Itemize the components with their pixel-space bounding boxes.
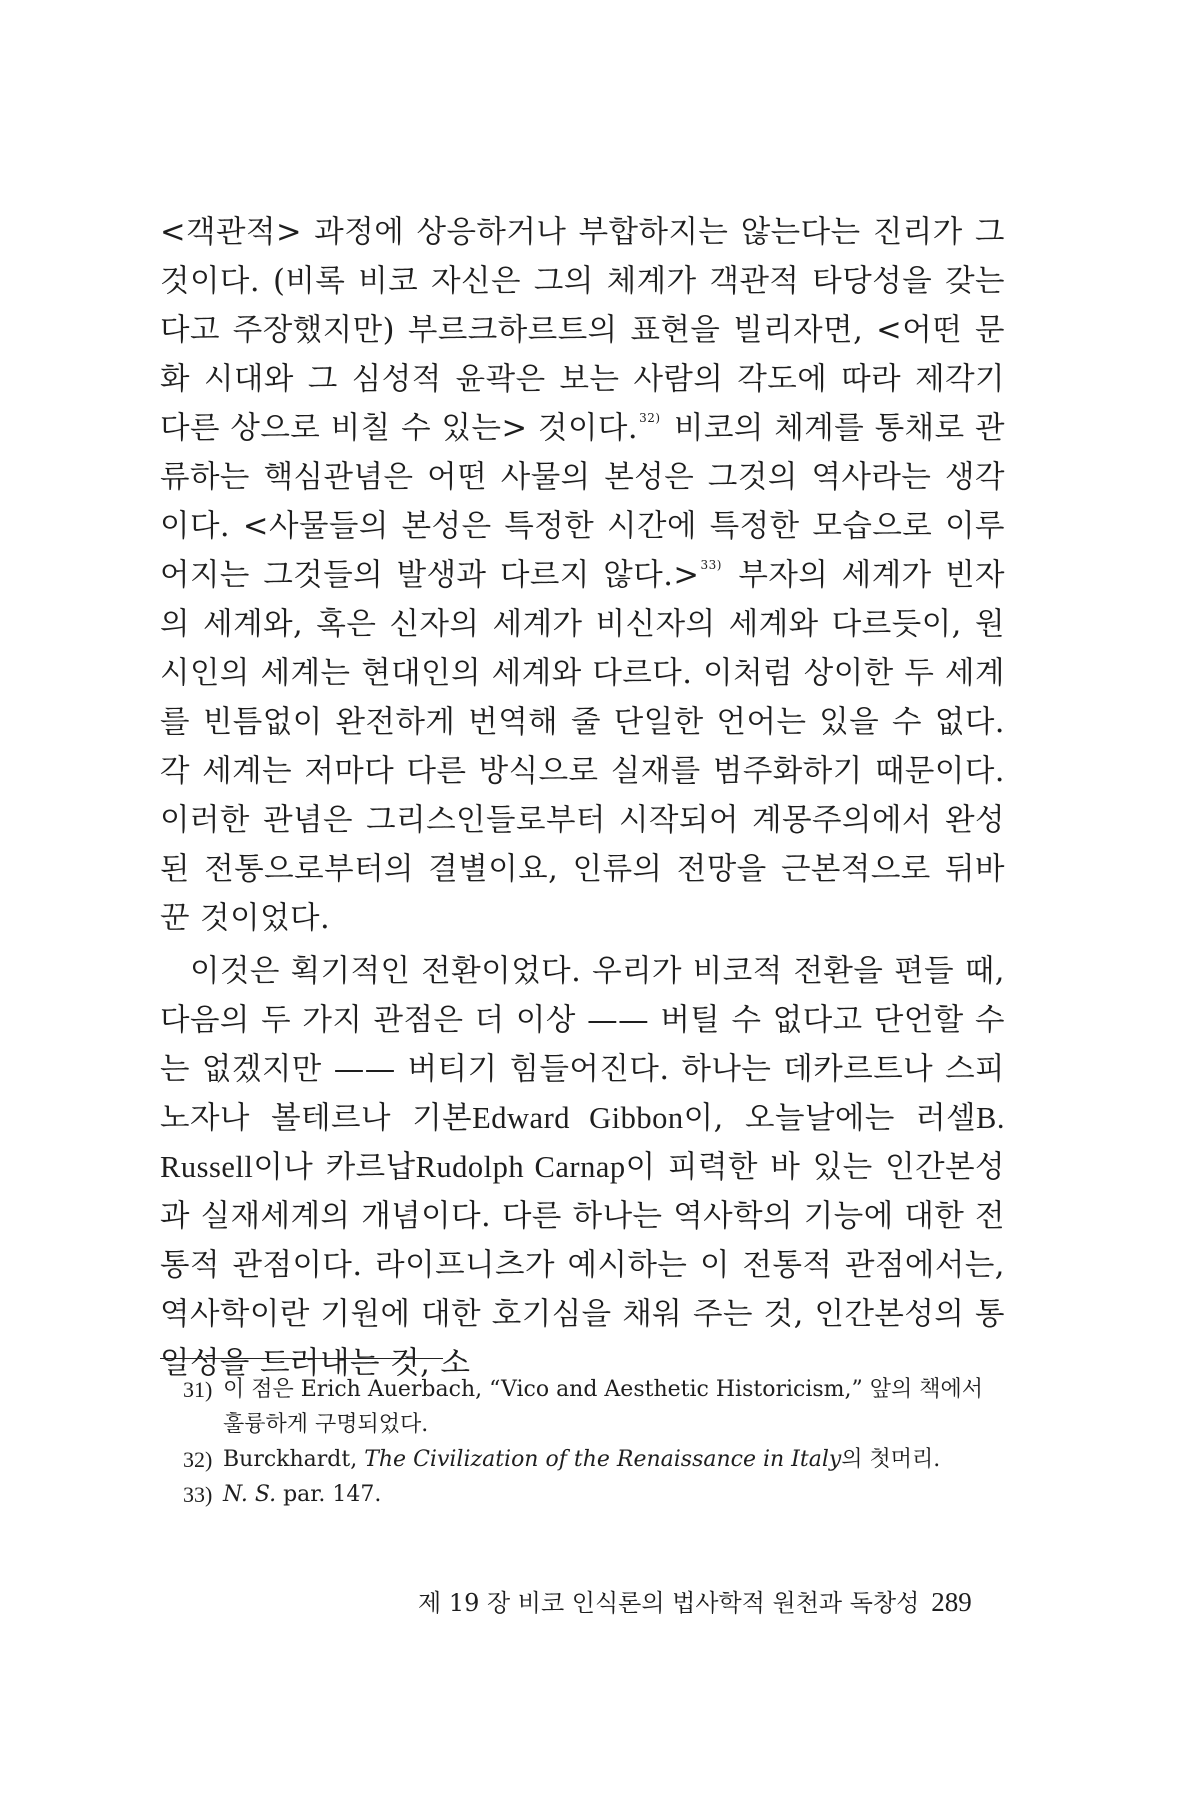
footnote-text <box>223 1442 1003 1477</box>
paragraph-2-part-1: 이것은 획기적인 전환이었다. 우리가 비코적 전환을 편들 때, 다음의 두 가지 관점은 더 이상 —— 버틸 수 없다고 단언할 수는 없겠지만 —— 버티기 힘들어진다. 하나는 데카르트나 스피노자나 볼테르나 기본 <box>160 954 1005 1136</box>
footnote-32 <box>183 1442 1003 1477</box>
source-abbreviation: N. S. <box>223 1482 277 1507</box>
chapter-title: 제 19 장 비코 인식론의 법사학적 원천과 독창성 <box>418 1589 920 1617</box>
footnote-ref-33: 33) <box>700 558 722 572</box>
paragraph-2-part-4: 이 피력한 바 있는 인간본성과 실재세계의 개념이다. 다른 하나는 역사학의 기능에 대한 전통적 관점이다. 라이프니츠가 예시하는 이 전통적 관점에서는, 역사학이란 기원에 대한 호기심을 채워 주는 것, 인간본성의 통일성을 드러내는 것, 소 <box>160 1150 1005 1381</box>
footnote-text <box>223 1477 1003 1512</box>
running-foot <box>418 1583 972 1618</box>
footnote-text: 이 점은 Erich Auerbach, “Vico and Aesthetic Historicism,” 앞의 책에서 훌륭하게 구명되었다. <box>223 1377 983 1437</box>
footnote-rule <box>160 1358 443 1359</box>
book-title: The Civilization of the Renaissance in Italy <box>364 1447 842 1472</box>
footnote-33 <box>183 1477 1003 1512</box>
paragraph-1-part-3: 부자의 세계가 빈자의 세계와, 혹은 신자의 세계가 비신자의 세계와 다르듯이, 원시인의 세계는 현대인의 세계와 다르다. 이처럼 상이한 두 세계를 빈틈없이 완전하게 번역해 줄 단일한 언어는 있을 수 없다. 각 세계는 저마다 다른 방식으로 실재를 범주화하기 때문이다. 이러한 관념은 그리스인들로부터 시작되어 계몽주의에서 완성된 전통으로부터의 결별이요, 인류의 전망을 근본적으로 뒤바꾼 것이었다. <box>160 558 1005 936</box>
footnote-text-before: Burckhardt, <box>223 1447 365 1472</box>
footnote-number: 33) <box>183 1482 213 1507</box>
paragraph-2-part-2: 이, 오늘날에는 러셀 <box>683 1101 977 1136</box>
footnotes <box>183 1372 1003 1512</box>
paragraph-1-part-2: 비코의 체계를 통채로 관류하는 핵심관념은 어떤 사물의 본성은 그것의 역사라는 생각이다. <사물들의 본성은 특정한 시간에 특정한 모습으로 이루어지는 그것들의 발생과 다르지 않다.> <box>160 411 1006 593</box>
footnote-number: 32) <box>183 1447 213 1472</box>
name-russell: B. Russell <box>160 1101 1005 1184</box>
footnote-ref-32: 32) <box>639 411 661 425</box>
footnote-number: 31) <box>183 1377 213 1402</box>
footnote-text-after: par. 147. <box>276 1482 382 1507</box>
paragraph-1-part-1: <객관적> 과정에 상응하거나 부합하지는 않는다는 진리가 그것이다. (비록 비코 자신은 그의 체계가 객관적 타당성을 갖는다고 주장했지만) 부르크하르트의 표현을 빌리자면, <어떤 문화 시대와 그 심성적 윤곽은 보는 사람의 각도에 따라 제각기 다른 상으로 비칠 수 있는> 것이다. <box>160 215 1005 446</box>
page-number: 289 <box>931 1587 972 1617</box>
footnote-31 <box>183 1372 1003 1442</box>
paragraph-2 <box>160 947 1005 1388</box>
body-text <box>160 208 1005 1388</box>
footnote-text-after: 의 첫머리. <box>841 1447 941 1472</box>
name-carnap: Rudolph Carnap <box>415 1150 626 1184</box>
paragraph-1 <box>160 208 1005 943</box>
name-gibbon: Edward Gibbon <box>472 1101 684 1135</box>
paragraph-2-part-3: 이나 카르납 <box>253 1150 416 1185</box>
